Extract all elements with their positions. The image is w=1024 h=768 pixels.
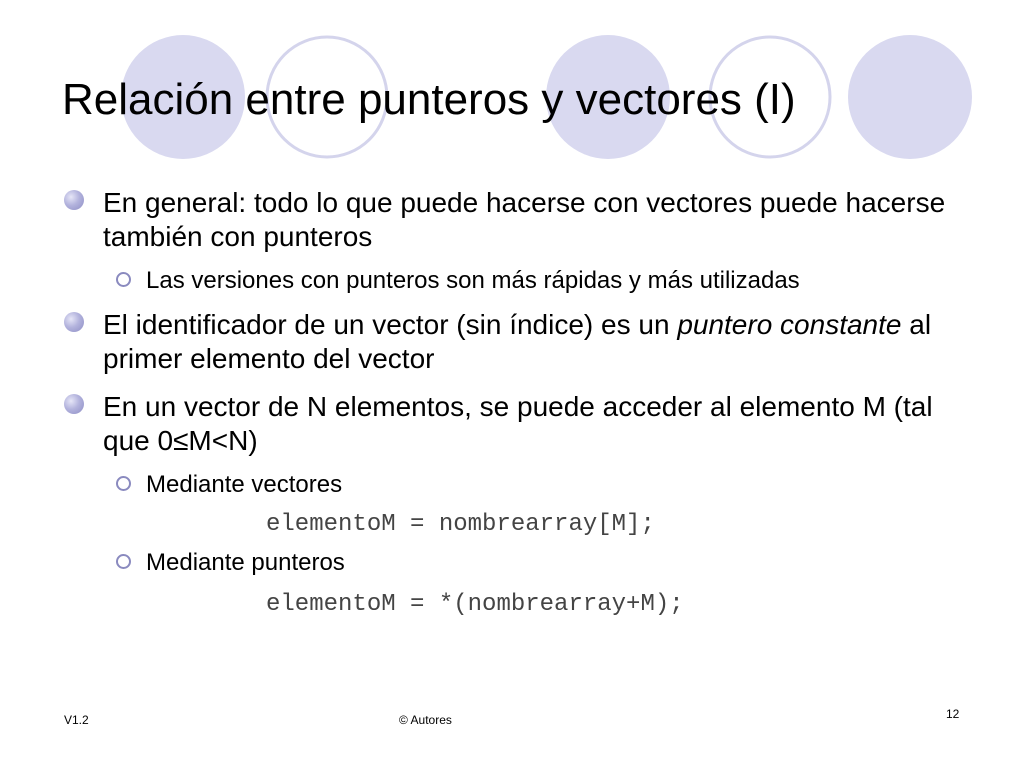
bullet-3 xyxy=(64,390,944,458)
slide-title: Relación entre punteros y vectores (I) xyxy=(62,75,796,124)
bullet-dot-icon xyxy=(64,312,84,332)
bullet-2-text-after: al primer elemento del vector xyxy=(103,309,932,374)
footer-authors: © Autores xyxy=(399,713,452,727)
sub-bullet-1-text: Las versiones con punteros son más rápidas y más utilizadas xyxy=(146,267,800,294)
sub-bullet-ring-icon xyxy=(116,476,131,491)
footer-version: V1.2 xyxy=(64,713,89,727)
bullet-dot-icon xyxy=(64,394,84,414)
bullet-2-text-before: El identificador de un vector (sin índice) es un xyxy=(103,309,678,340)
bullet-dot-icon xyxy=(64,190,84,210)
code-line-vectors: elementoM = nombrearray[M]; xyxy=(266,511,655,538)
decor-circle-5 xyxy=(848,35,972,159)
sub-bullet-ring-icon xyxy=(116,554,131,569)
bullet-3-text: En un vector de N elementos, se puede acceder al elemento M (tal que 0≤M<N) xyxy=(103,391,933,456)
bullet-2-text xyxy=(103,308,963,376)
bullet-2 xyxy=(64,308,944,376)
bullet-1 xyxy=(64,186,944,254)
bullet-2-text-italic: puntero constante xyxy=(677,309,902,340)
code-line-pointers: elementoM = *(nombrearray+M); xyxy=(266,591,684,618)
sub-bullet-3-text: Mediante punteros xyxy=(146,549,345,576)
bullet-1-text: En general: todo lo que puede hacerse con vectores puede hacerse también con punteros xyxy=(103,187,946,252)
sub-bullet-2-text: Mediante vectores xyxy=(146,471,343,498)
footer-page-number: 12 xyxy=(946,707,960,721)
sub-bullet-ring-icon xyxy=(116,272,131,287)
